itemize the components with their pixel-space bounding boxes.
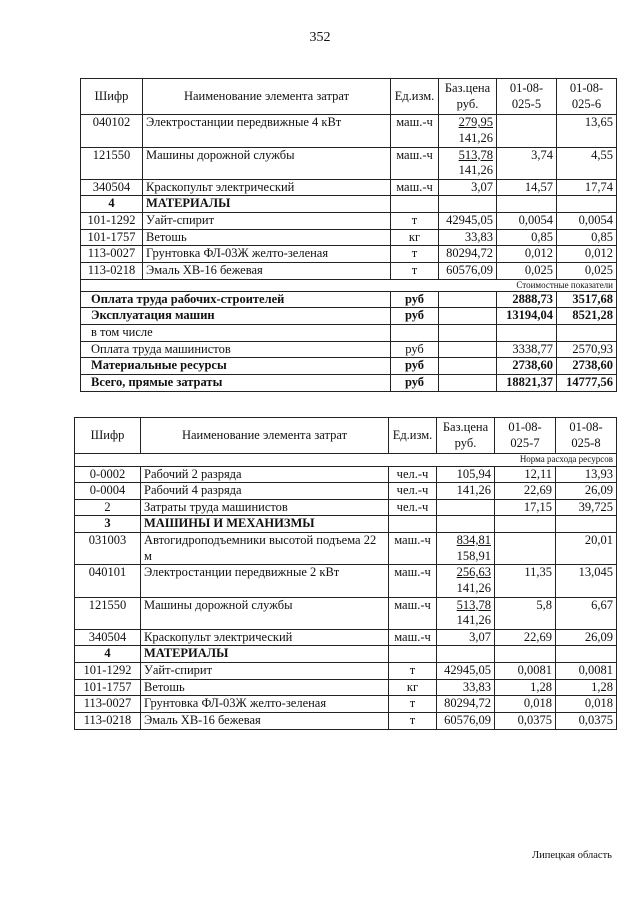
row-price	[437, 597, 495, 629]
row-value-a: 0,0081	[495, 663, 556, 680]
empty-cell	[439, 341, 497, 358]
norm-note-row	[75, 454, 617, 466]
section-row-machines	[75, 516, 617, 533]
table-row	[75, 483, 617, 500]
row-code: 121550	[81, 147, 143, 179]
table-header-row	[81, 79, 617, 115]
table-header-row	[75, 418, 617, 454]
cost-value-b: 2738,60	[557, 358, 617, 375]
row-value-b: 0,0081	[556, 663, 617, 680]
row-name: Машины дорожной службы	[143, 147, 391, 179]
norm-note: Норма расхода ресурсов	[75, 454, 617, 466]
row-value-b: 13,045	[556, 565, 617, 597]
row-unit: маш.-ч	[391, 147, 439, 179]
cost-name: Материальные ресурсы	[81, 358, 391, 375]
row-name: Грунтовка ФЛ-03Ж желто-зеленая	[143, 246, 391, 263]
empty-cell	[497, 196, 557, 213]
row-name: Ветошь	[143, 229, 391, 246]
table-row	[81, 213, 617, 230]
resource-table-1	[80, 78, 617, 392]
row-name: Уайт-спирит	[141, 663, 389, 680]
row-price: 3,07	[439, 179, 497, 196]
row-code: 101-1292	[75, 663, 141, 680]
footer-region-label: Липецкая область	[532, 850, 612, 861]
row-value-b: 0,012	[557, 246, 617, 263]
row-value-a: 5,8	[495, 597, 556, 629]
header-col-b: 01-08-025-8	[556, 418, 617, 454]
row-code: 101-1757	[81, 229, 143, 246]
price-value: 279,95	[458, 115, 493, 130]
row-unit: чел.-ч	[389, 499, 437, 516]
row-code: 040101	[75, 565, 141, 597]
cost-row	[81, 325, 617, 342]
section-code: 4	[75, 646, 141, 663]
row-unit: маш.-ч	[391, 179, 439, 196]
row-value-a	[495, 533, 556, 565]
cost-value-b: 2570,93	[557, 341, 617, 358]
price-operator-value: 141,26	[458, 163, 493, 178]
row-unit: кг	[389, 679, 437, 696]
section-row-materials	[81, 196, 617, 213]
row-code: 340504	[81, 179, 143, 196]
empty-cell	[437, 516, 495, 533]
empty-cell	[391, 196, 439, 213]
row-code: 0-0002	[75, 466, 141, 483]
row-value-a: 14,57	[497, 179, 557, 196]
cost-value-a: 13194,04	[497, 308, 557, 325]
row-price: 3,07	[437, 629, 495, 646]
row-price	[437, 565, 495, 597]
cost-row	[81, 291, 617, 308]
row-name: Рабочий 2 разряда	[141, 466, 389, 483]
empty-cell	[439, 374, 497, 391]
cost-name: Оплата труда машинистов	[81, 341, 391, 358]
header-name: Наименование элемента затрат	[141, 418, 389, 454]
table-row	[75, 679, 617, 696]
row-price: 42945,05	[437, 663, 495, 680]
row-name: Автогидроподъемники высотой подъема 22 м	[141, 533, 389, 565]
row-name: Краскопульт электрический	[141, 629, 389, 646]
header-code: Шифр	[75, 418, 141, 454]
row-unit: т	[389, 663, 437, 680]
row-price: 80294,72	[437, 696, 495, 713]
row-unit: чел.-ч	[389, 466, 437, 483]
row-value-a: 0,0054	[497, 213, 557, 230]
row-value-a	[497, 115, 557, 147]
empty-cell	[557, 196, 617, 213]
row-unit: т	[391, 213, 439, 230]
row-price	[439, 147, 497, 179]
header-col-a: 01-08-025-7	[495, 418, 556, 454]
row-value-a: 0,025	[497, 262, 557, 279]
row-code: 113-0027	[75, 696, 141, 713]
price-operator-value: 158,91	[456, 548, 491, 563]
row-price: 42945,05	[439, 213, 497, 230]
row-unit: маш.-ч	[389, 597, 437, 629]
row-name: Ветошь	[141, 679, 389, 696]
row-value-b: 4,55	[557, 147, 617, 179]
row-code: 101-1292	[81, 213, 143, 230]
header-code: Шифр	[81, 79, 143, 115]
row-unit: маш.-ч	[389, 533, 437, 565]
cost-row	[81, 308, 617, 325]
table-row	[81, 229, 617, 246]
row-value-b: 0,0054	[557, 213, 617, 230]
row-code: 2	[75, 499, 141, 516]
section-title: МАШИНЫ И МЕХАНИЗМЫ	[141, 516, 389, 533]
cost-row	[81, 358, 617, 375]
table-row	[75, 597, 617, 629]
cost-row-total	[81, 374, 617, 391]
row-code: 0-0004	[75, 483, 141, 500]
row-unit: маш.-ч	[389, 565, 437, 597]
row-value-a: 12,11	[495, 466, 556, 483]
row-value-a: 0,018	[495, 696, 556, 713]
row-value-a: 0,0375	[495, 712, 556, 729]
row-price	[439, 115, 497, 147]
table-row	[75, 565, 617, 597]
table-row	[75, 533, 617, 565]
header-price: Баз.цена руб.	[437, 418, 495, 454]
empty-cell	[439, 325, 497, 342]
cost-name: Оплата труда рабочих-строителей	[81, 291, 391, 308]
cost-name: Всего, прямые затраты	[81, 374, 391, 391]
price-operator-value: 141,26	[456, 580, 491, 595]
cost-value-a: 2888,73	[497, 291, 557, 308]
row-value-b: 0,018	[556, 696, 617, 713]
section-title: МАТЕРИАЛЫ	[141, 646, 389, 663]
row-unit: чел.-ч	[389, 483, 437, 500]
row-price: 80294,72	[439, 246, 497, 263]
row-value-b: 0,85	[557, 229, 617, 246]
row-name: Грунтовка ФЛ-03Ж желто-зеленая	[141, 696, 389, 713]
row-code: 121550	[75, 597, 141, 629]
table-row	[81, 115, 617, 147]
row-value-b: 26,09	[556, 483, 617, 500]
header-unit: Ед.изм.	[391, 79, 439, 115]
row-value-b: 0,025	[557, 262, 617, 279]
table-row	[81, 147, 617, 179]
table-row	[81, 246, 617, 263]
row-name: Рабочий 4 разряда	[141, 483, 389, 500]
row-value-b: 0,0375	[556, 712, 617, 729]
price-operator-value: 141,26	[456, 613, 491, 628]
price-operator-value: 141,26	[458, 130, 493, 145]
row-value-a: 11,35	[495, 565, 556, 597]
cost-unit: руб	[391, 358, 439, 375]
row-name: Машины дорожной службы	[141, 597, 389, 629]
cost-value-a: 18821,37	[497, 374, 557, 391]
cost-value-a: 2738,60	[497, 358, 557, 375]
row-value-a: 22,69	[495, 483, 556, 500]
price-value: 256,63	[456, 565, 491, 580]
header-name: Наименование элемента затрат	[143, 79, 391, 115]
row-value-a: 17,15	[495, 499, 556, 516]
empty-cell	[389, 516, 437, 533]
section-title: МАТЕРИАЛЫ	[143, 196, 391, 213]
row-value-b: 20,01	[556, 533, 617, 565]
row-price: 141,26	[437, 483, 495, 500]
empty-cell	[556, 516, 617, 533]
header-col-a: 01-08-025-5	[497, 79, 557, 115]
row-code: 101-1757	[75, 679, 141, 696]
row-price	[437, 533, 495, 565]
table-row	[75, 663, 617, 680]
cost-unit: руб	[391, 308, 439, 325]
empty-cell	[437, 646, 495, 663]
row-code: 031003	[75, 533, 141, 565]
row-unit: т	[389, 696, 437, 713]
row-value-a: 3,74	[497, 147, 557, 179]
cost-note: Стоимостные показатели	[81, 279, 617, 291]
cost-unit: руб	[391, 291, 439, 308]
row-price	[437, 499, 495, 516]
section-code: 4	[81, 196, 143, 213]
empty-cell	[389, 646, 437, 663]
row-value-b: 13,65	[557, 115, 617, 147]
cost-name: в том числе	[81, 325, 391, 342]
row-code: 113-0027	[81, 246, 143, 263]
cost-note-row	[81, 279, 617, 291]
row-code: 113-0218	[75, 712, 141, 729]
price-value: 834,81	[456, 533, 491, 547]
empty-cell	[439, 358, 497, 375]
section-code: 3	[75, 516, 141, 533]
row-value-b: 13,93	[556, 466, 617, 483]
row-price: 33,83	[439, 229, 497, 246]
empty-cell	[495, 646, 556, 663]
cost-unit	[391, 325, 439, 342]
row-price: 33,83	[437, 679, 495, 696]
cost-value-b	[557, 325, 617, 342]
row-name: Электростанции передвижные 4 кВт	[143, 115, 391, 147]
table-row	[75, 696, 617, 713]
row-name: Уайт-спирит	[143, 213, 391, 230]
header-price: Баз.цена руб.	[439, 79, 497, 115]
row-unit: т	[391, 262, 439, 279]
row-price: 60576,09	[439, 262, 497, 279]
empty-cell	[439, 291, 497, 308]
cost-value-b: 3517,68	[557, 291, 617, 308]
page-number: 352	[309, 30, 331, 45]
empty-cell	[439, 308, 497, 325]
row-value-a: 0,85	[497, 229, 557, 246]
empty-cell	[556, 646, 617, 663]
table-row	[81, 179, 617, 196]
row-value-a: 1,28	[495, 679, 556, 696]
row-price: 60576,09	[437, 712, 495, 729]
row-unit: т	[391, 246, 439, 263]
table-row	[75, 629, 617, 646]
header-unit: Ед.изм.	[389, 418, 437, 454]
row-value-b: 1,28	[556, 679, 617, 696]
empty-cell	[439, 196, 497, 213]
cost-value-b: 14777,56	[557, 374, 617, 391]
row-code: 340504	[75, 629, 141, 646]
table-row	[75, 712, 617, 729]
row-unit: маш.-ч	[391, 115, 439, 147]
cost-value-a: 3338,77	[497, 341, 557, 358]
row-unit: т	[389, 712, 437, 729]
table-row	[81, 262, 617, 279]
row-unit: маш.-ч	[389, 629, 437, 646]
row-value-a: 0,012	[497, 246, 557, 263]
row-name: Краскопульт электрический	[143, 179, 391, 196]
row-name: Затраты труда машинистов	[141, 499, 389, 516]
row-price: 105,94	[437, 466, 495, 483]
header-col-b: 01-08-025-6	[557, 79, 617, 115]
table-row	[75, 466, 617, 483]
resource-table-2	[74, 417, 617, 730]
row-name: Эмаль ХВ-16 бежевая	[143, 262, 391, 279]
table-row	[75, 499, 617, 516]
price-value: 513,78	[458, 147, 493, 162]
price-value: 513,78	[456, 597, 491, 612]
row-value-b: 6,67	[556, 597, 617, 629]
cost-unit: руб	[391, 374, 439, 391]
row-code: 040102	[81, 115, 143, 147]
cost-unit: руб	[391, 341, 439, 358]
cost-row	[81, 341, 617, 358]
row-value-b: 26,09	[556, 629, 617, 646]
row-value-b: 39,725	[556, 499, 617, 516]
row-name: Электростанции передвижные 2 кВт	[141, 565, 389, 597]
row-unit: кг	[391, 229, 439, 246]
row-code: 113-0218	[81, 262, 143, 279]
section-row-materials	[75, 646, 617, 663]
cost-value-b: 8521,28	[557, 308, 617, 325]
row-name: Эмаль ХВ-16 бежевая	[141, 712, 389, 729]
cost-value-a	[497, 325, 557, 342]
row-value-b: 17,74	[557, 179, 617, 196]
empty-cell	[495, 516, 556, 533]
cost-name: Эксплуатация машин	[81, 308, 391, 325]
row-value-a: 22,69	[495, 629, 556, 646]
